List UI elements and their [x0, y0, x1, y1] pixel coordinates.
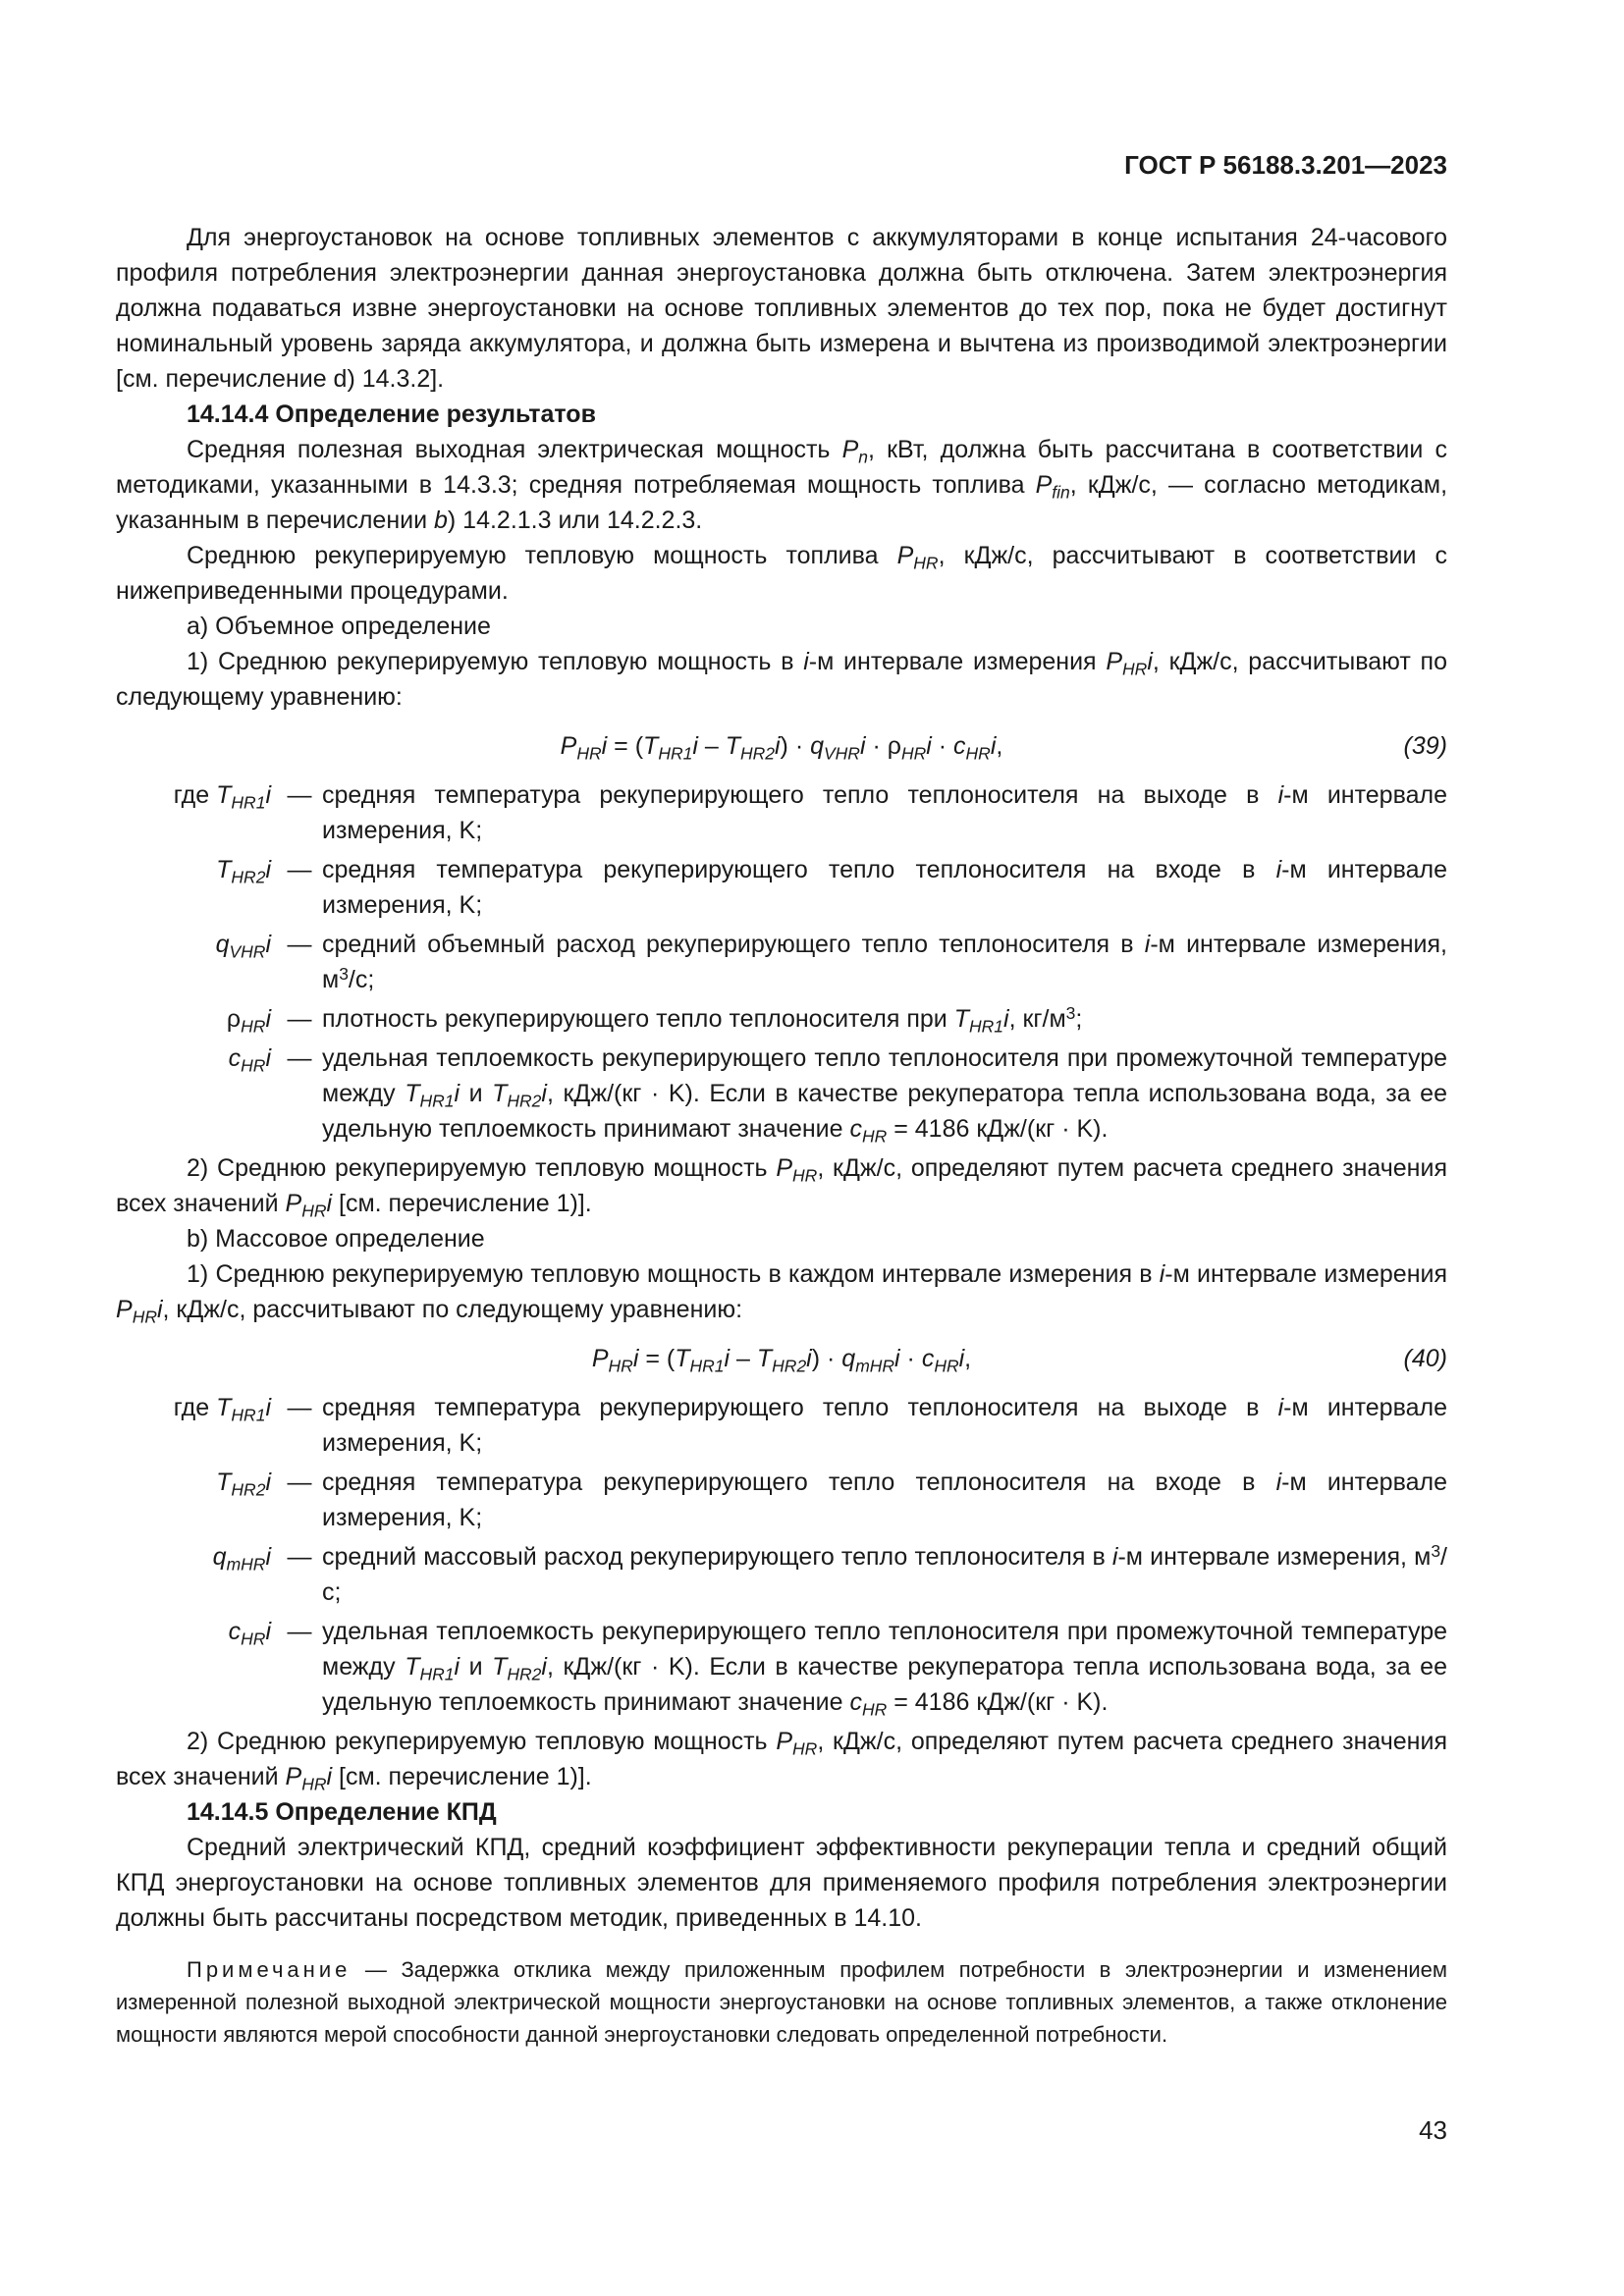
- note: [116, 1953, 1447, 2051]
- document-header: ГОСТ Р 56188.3.201—2023: [1124, 150, 1447, 180]
- step-1-mass: 1) Среднюю рекуперируемую тепловую мощность в каждом интервале измерения в i-м интервале измерения $P_{HR}i$, кДж/с, рассчитывают по следующему уравнению:: [116, 1260, 1447, 1327]
- equation-39-number: (39): [1403, 732, 1447, 760]
- section-heading-14-14-4: 14.14.4 Определение результатов: [187, 400, 596, 428]
- equation-40-formula: $P_{HR}i = (T_{HR1}i - T_{HR2}i) \cdot q_{mHR}i \cdot c_{HR}i$,: [591, 1345, 972, 1376]
- def-t-hr2: $T_{HR2}i$ — средняя температура рекуперирующего тепло теплоносителя на входе в i-м интервале измерения, K;: [216, 856, 1447, 919]
- equation-40: [116, 1331, 1447, 1386]
- document-body: [116, 220, 1447, 2051]
- def-rho-hr: $\rho_{HR}i$ — плотность рекуперирующего тепло теплоносителя при $T_{HR1}i$, $кг/м^3$;: [226, 1003, 1083, 1037]
- note-label: Примечание: [187, 1957, 352, 1982]
- def-q-vhr: $q_{VHR}i$ — средний объемный расход рекуперирующего тепло теплоносителя в i-м интервале измерения, $м^3/с$;: [215, 931, 1448, 993]
- item-mass: b) Массовое определение: [187, 1225, 485, 1253]
- def-q-mhr: $q_{mHR}i$ — средний массовый расход рекуперирующего тепло теплоносителя в i-м интервале измерения, $м^3/с$;: [212, 1541, 1447, 1606]
- equation-39: [116, 719, 1447, 774]
- paragraph-efficiency: Средний электрический КПД, средний коэффициент эффективности рекуперации тепла и средний общий КПД энергоустановки на основе топливных элементов для применяемого профиля потребления электроэнергии должны быть рассчитаны посредством методик, приведенных в 14.10.: [116, 1834, 1447, 1932]
- equation-40-number: (40): [1403, 1345, 1447, 1372]
- paragraph-power: Средняя полезная выходная электрическая мощность $P_n$, кВт, должна быть рассчитана в соответствии с методиками, указанными в 14.3.3; средняя потребляемая мощность топлива $P_{fin}$, кДж/с, — согласно методикам, указанным в перечислении b) 14.2.1.3 или 14.2.2.3.: [116, 436, 1448, 534]
- step-2-mass: 2) Среднюю рекуперируемую тепловую мощность $P_{HR}$, кДж/с, определяют путем расчета среднего значения всех значений $P_{HR}i$ [см. перечисление 1)].: [116, 1728, 1447, 1794]
- def-c-hr-mass: $c_{HR}i$ — удельная теплоемкость рекуперирующего тепло теплоносителя при промежуточной температуре между $T_{HR1}i$ и $T_{HR2}i$, кДж/(кг · K). Если в качестве рекуператора тепла использована вода, за ее удельную теплоемкость принимают значение $c_{HR} = 4186$ кДж/(кг · K).: [228, 1618, 1447, 1720]
- equation-39-formula: $P_{HR}i = (T_{HR1}i - T_{HR2}i) \cdot q_{VHR}i \cdot \rho_{HR}i \cdot c_{HR}i$,: [560, 732, 1003, 764]
- def-t-hr1: где $T_{HR1}i$ — средняя температура рекуперирующего тепло теплоносителя на выходе в i-м интервале измерения, K;: [173, 781, 1447, 844]
- paragraph-recovered-heat: Среднюю рекуперируемую тепловую мощность топлива $P_{HR}$, кДж/с, рассчитывают в соответствии с нижеприведенными процедурами.: [116, 542, 1447, 605]
- section-heading-14-14-5: 14.14.5 Определение КПД: [187, 1798, 497, 1826]
- item-volumetric: а) Объемное определение: [187, 613, 491, 640]
- def-t-hr1-mass: где $T_{HR1}i$ — средняя температура рекуперирующего тепло теплоносителя на выходе в i-м интервале измерения, K;: [173, 1394, 1447, 1457]
- step-1-volumetric: 1) Среднюю рекуперируемую тепловую мощность в i-м интервале измерения $P_{HR}i$, кДж/с, рассчитывают по следующему уравнению:: [116, 648, 1447, 711]
- intro-paragraph: Для энергоустановок на основе топливных элементов с аккумуляторами в конце испытания 24-часового профиля потребления электроэнергии данная энергоустановка должна быть отключена. Затем электроэнергия должна подаваться извне энергоустановки на основе топливных элементов до тех пор, пока не будет достигнут номинальный уровень заряда аккумулятора, и должна быть измерена и вычтена из производимой электроэнергии [см. перечисление d) 14.3.2].: [116, 224, 1447, 393]
- step-2-volumetric: 2) Среднюю рекуперируемую тепловую мощность $P_{HR}$, кДж/с, определяют путем расчета среднего значения всех значений $P_{HR}i$ [см. перечисление 1)].: [116, 1154, 1447, 1221]
- def-c-hr: $c_{HR}i$ — удельная теплоемкость рекуперирующего тепло теплоносителя при промежуточной температуре между $T_{HR1}i$ и $T_{HR2}i$, кДж/(кг · K). Если в качестве рекуператора тепла использована вода, за ее удельную теплоемкость принимают значение $c_{HR} = 4186$ кДж/(кг · K).: [228, 1044, 1447, 1147]
- def-t-hr2-mass: $T_{HR2}i$ — средняя температура рекуперирующего тепло теплоносителя на входе в i-м интервале измерения, K;: [216, 1468, 1447, 1531]
- note-text: — Задержка отклика между приложенным профилем потребности в электроэнергии и изменением измеренной полезной выходной электрической мощности энергоустановки на основе топливных элементов, а также отклонение мощности являются мерой способности данной энергоустановки следовать определенной потребности.: [116, 1957, 1447, 2047]
- page-number: 43: [1419, 2115, 1447, 2145]
